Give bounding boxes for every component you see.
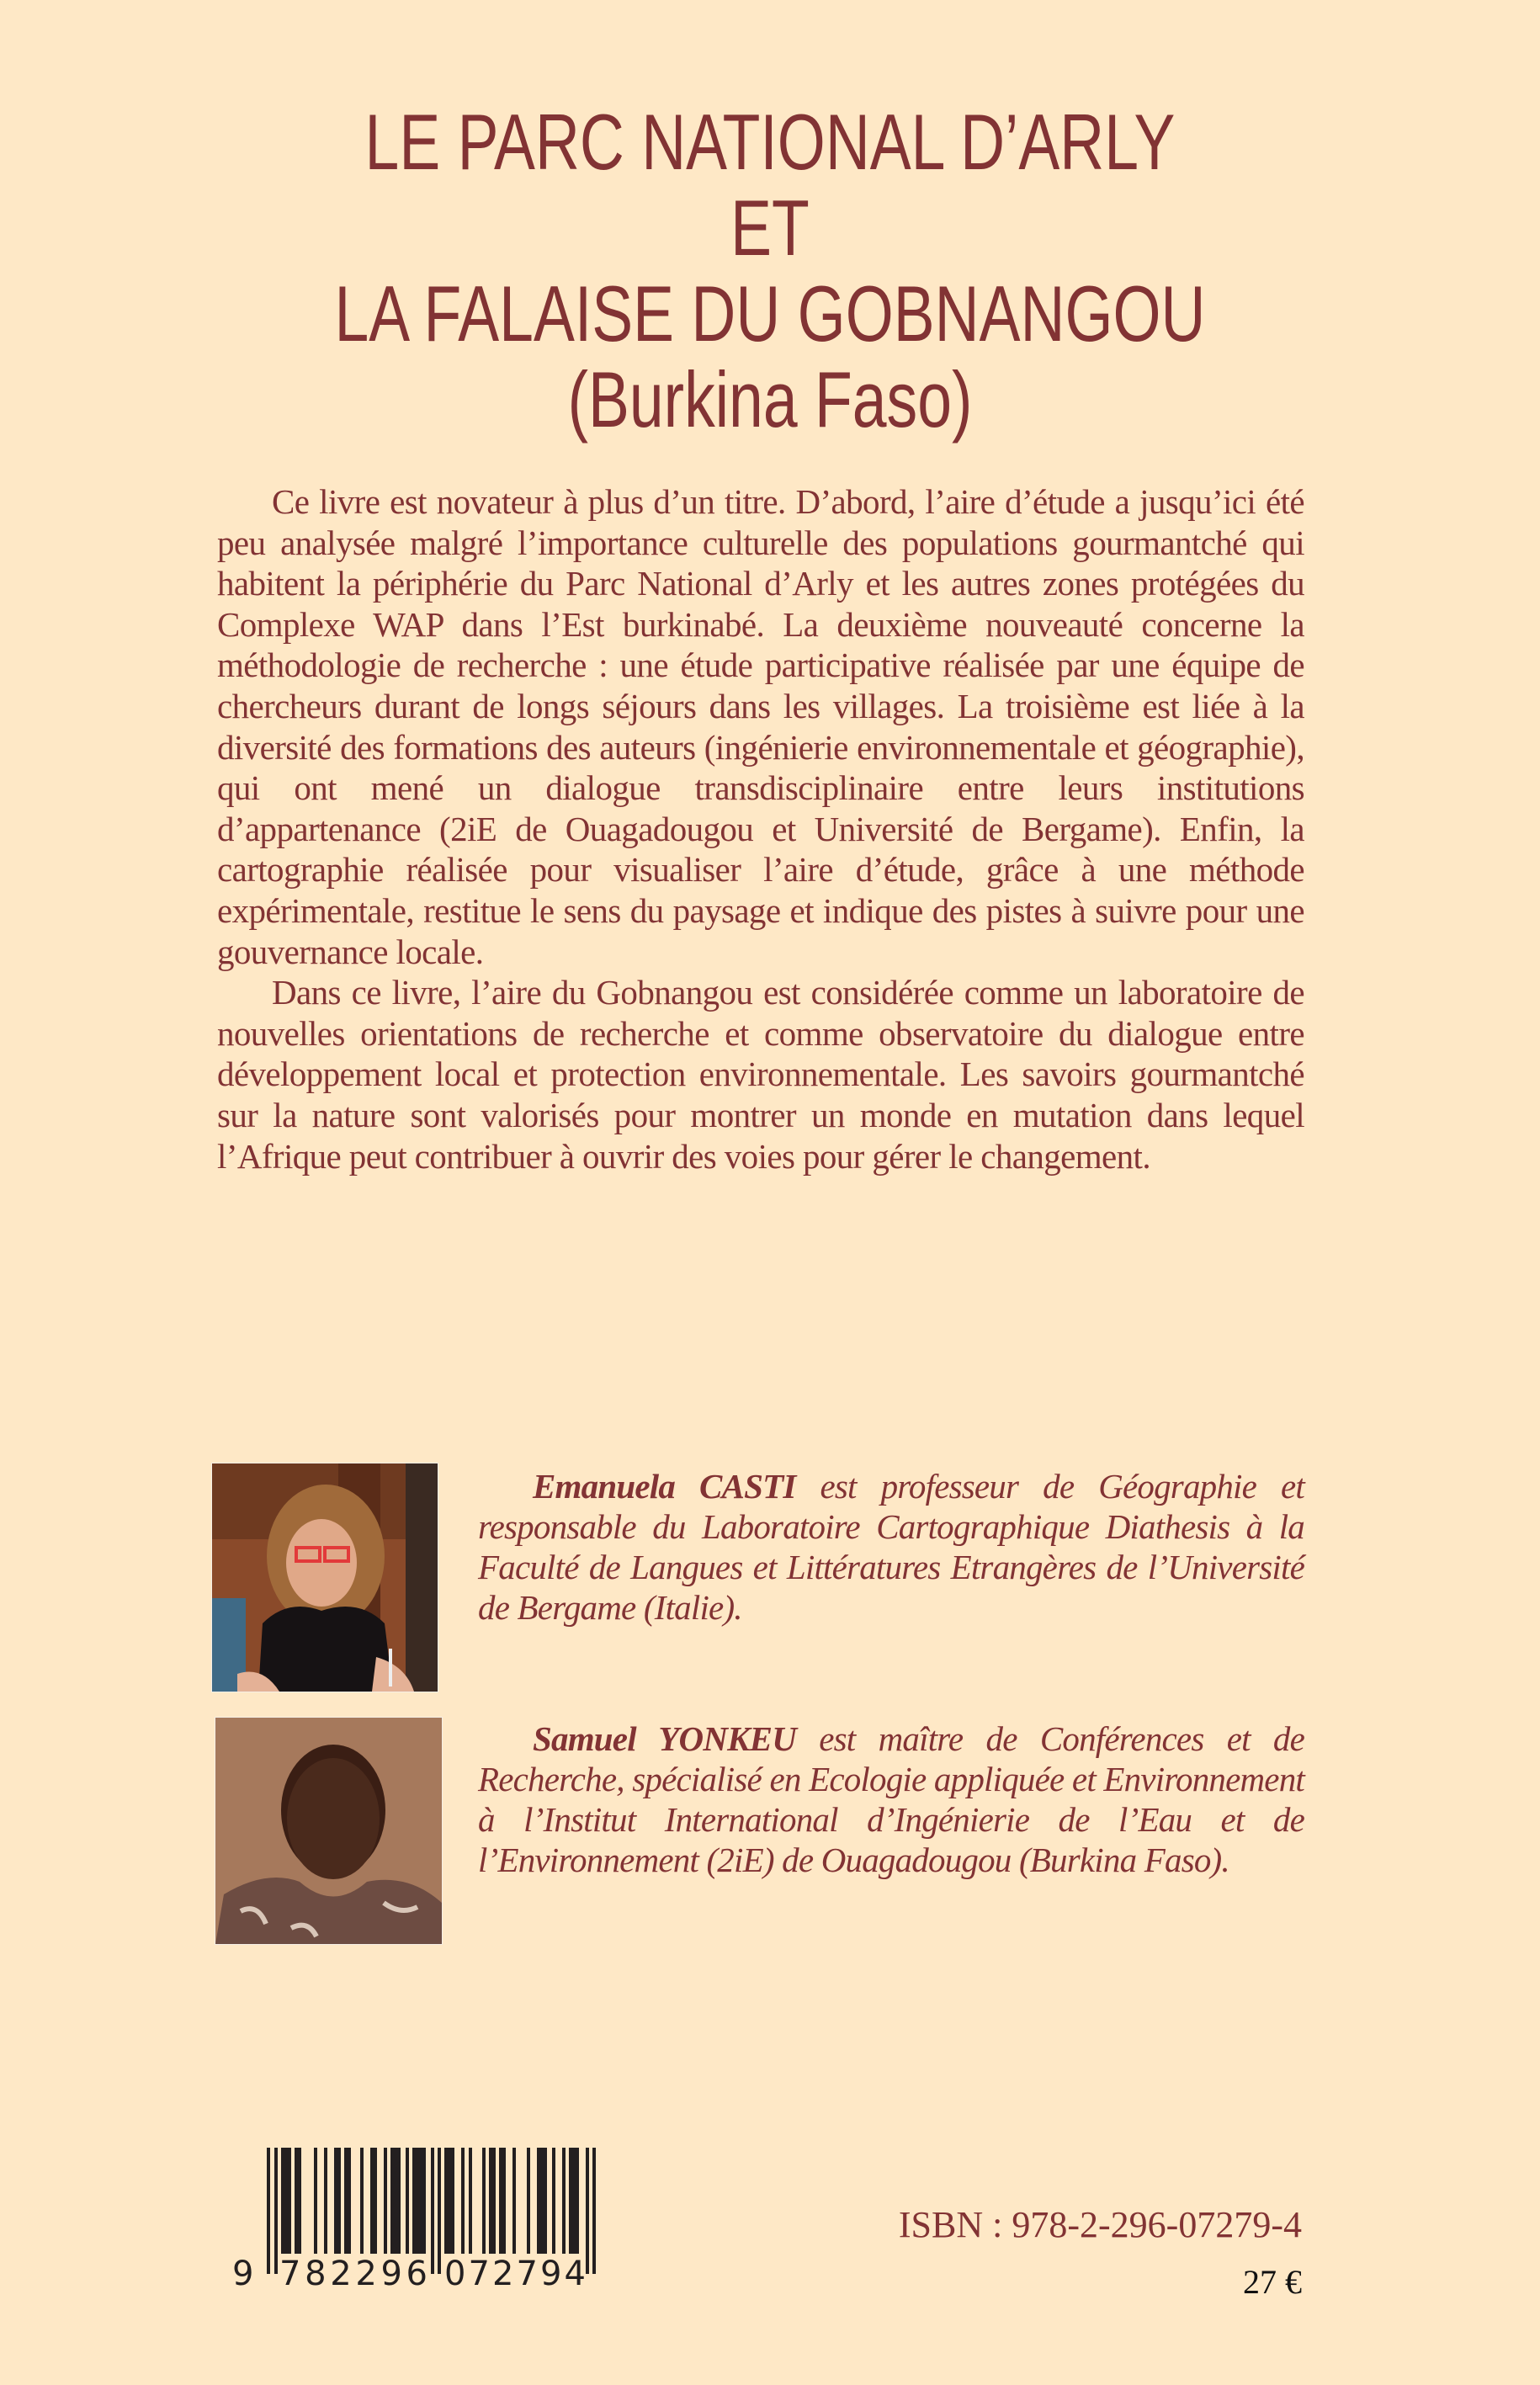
author-bio-text-1: est professeur de Géographie et responsable du Laboratoire Cartographique Diathesis à la Faculté de Langues et Littératures Etrangères de l’Université de Bergame (Italie). (478, 1467, 1304, 1627)
blurb-paragraph-1: Ce livre est novateur à plus d’un titre. D’abord, l’aire d’étude a jusqu’ici été peu analysée malgré l’importance culturelle des populations gourmantché qui habitent la périphérie du Parc National d’Arly et les autres zones protégées du Complexe WAP dans l’Est burkinabé. La deuxième nouveauté concerne la méthodologie de recherche : une étude participative réalisée par une équipe de chercheurs durant de longs séjours dans les villages. La troisième est liée à la diversité des formations des auteurs (ingénierie environnementale et géographie), qui ont mené un dialogue transdisciplinaire entre leurs institutions d’appartenance (2iE de Ouagadougou et Université de Bergame). Enfin, la cartographie réalisée pour visualiser l’aire d’étude, grâce à une méthode expérimentale, restitue le sens du paysage et indique des pistes à suivre pour une gouvernance locale. (217, 482, 1304, 971)
isbn-number: ISBN : 978-2-296-07279-4 (898, 2204, 1302, 2245)
title-line-3: LA FALAISE DU GOBNANGOU (334, 269, 1206, 358)
title-line-1: LE PARC NATIONAL D’ARLY (364, 98, 1176, 186)
barcode-lead-digit: 9 (232, 2255, 254, 2293)
author-bio-text-2: est maître de Conférences et de Recherche, spécialisé en Ecologie appliquée et Environnement à l’Institut International d’Ingénierie de l’Eau et de l’Environnement (2iE) de Ouagadougou (Burkina Faso). (478, 1719, 1304, 1879)
isbn-barcode (219, 2142, 614, 2302)
barcode-right-digits: 072794 (444, 2255, 586, 2293)
book-title (0, 99, 1540, 443)
barcode-icon (219, 2142, 614, 2302)
blurb-paragraph-2: Dans ce livre, l’aire du Gobnangou est considérée comme un laboratoire de nouvelles orientations de recherche et comme observatoire du dialogue entre développement local et protection environnementale. Les savoirs gourmantché sur la nature sont valorisés pour montrer un monde en mutation dans lequel l’Afrique peut contribuer à ouvrir des voies pour gérer le changement. (217, 973, 1304, 1176)
title-line-2: ET (730, 183, 810, 272)
author-name-2: Samuel YONKEU (533, 1719, 797, 1758)
barcode-left-digits: 782296 (279, 2255, 427, 2293)
author-bio-1 (478, 1466, 1304, 1628)
price: 27 € (1243, 2263, 1302, 2301)
author-bio-2 (478, 1718, 1304, 1880)
blurb (217, 481, 1304, 1177)
author-photo-1 (211, 1463, 438, 1692)
title-subtitle: (Burkina Faso) (567, 355, 973, 444)
author-photo-2 (215, 1717, 443, 1945)
author-name-1: Emanuela CASTI (533, 1467, 796, 1506)
